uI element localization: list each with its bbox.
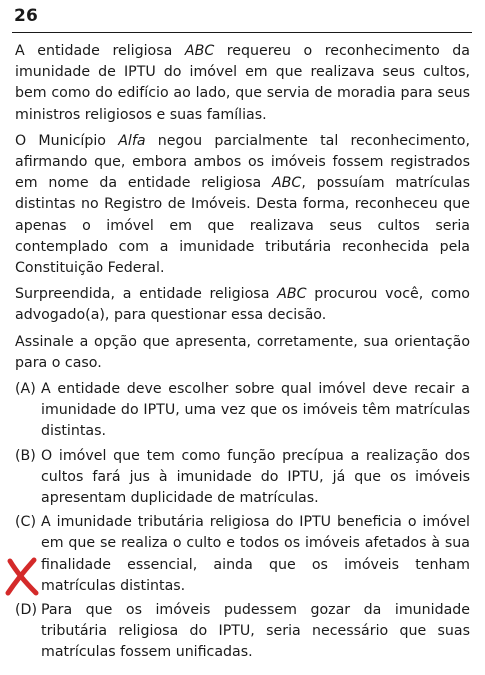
statement-text: Surpreendida, a entidade religiosa (15, 286, 278, 303)
statement-text: , possuíam matrículas distintas no Registro de Imóveis. Desta forma, reconheceu que apenas o imóvel em que realizava seus cultos seria contemplado com a imunidade tributária reconhecida pela Constituição Federal. (15, 175, 470, 277)
option-b[interactable] (15, 446, 470, 510)
statement-text: negou parcialmente tal reconhecimento, afirmando que, embora ambos os imóveis fossem registrados em nome da entidade religiosa (15, 132, 470, 192)
statement-text: procurou você, como advogado(a), para questionar essa decisão. (15, 286, 470, 324)
cross-mark-icon (4, 557, 40, 597)
statement-paragraph-3 (15, 284, 470, 326)
statement-text: O Município (15, 132, 119, 149)
statement-text: requereu o reconhecimento da imunidade de IPTU do imóvel em que realizava seus cultos, bem como do edifício ao lado, que servia de moradia para seus ministros religiosos e suas famílias. (15, 43, 470, 123)
option-letter: (B) (15, 447, 36, 464)
option-letter: (D) (15, 602, 37, 619)
entity-name: ABC (184, 43, 215, 59)
statement-paragraph-2 (15, 131, 470, 279)
question-prompt: Assinale a opção que apresenta, corretamente, sua orientação para o caso. (15, 333, 470, 371)
question-number: 26 (14, 6, 39, 26)
header-divider (12, 32, 472, 33)
option-a[interactable] (15, 379, 470, 443)
option-text: A entidade deve escolher sobre qual imóvel deve recair a imunidade do IPTU, uma vez que os imóveis têm matrículas distintas. (41, 381, 470, 440)
option-text: O imóvel que tem como função precípua a realização dos cultos fará jus à imunidade do IPTU, já que os imóveis apresentam duplicidade de matrículas. (41, 447, 470, 507)
option-text: Para que os imóveis pudessem gozar da imunidade tributária religiosa do IPTU, seria necessário que suas matrículas fossem unificadas. (41, 602, 470, 661)
option-c[interactable] (15, 512, 470, 597)
question-body (15, 41, 470, 667)
option-letter: (C) (15, 514, 36, 531)
city-name: Alfa (118, 132, 146, 149)
option-text: A imunidade tributária religiosa do IPTU beneficia o imóvel em que se realiza o culto e todos os imóveis afetados à sua finalidade essencial, ainda que os imóveis tenham matrículas distintas. (41, 514, 470, 594)
entity-name: ABC (271, 175, 302, 192)
entity-name: ABC (277, 286, 307, 303)
option-letter: (A) (15, 381, 36, 398)
statement-paragraph-1 (15, 41, 470, 126)
statement-text: A entidade religiosa (15, 43, 185, 59)
option-d[interactable] (15, 600, 470, 664)
